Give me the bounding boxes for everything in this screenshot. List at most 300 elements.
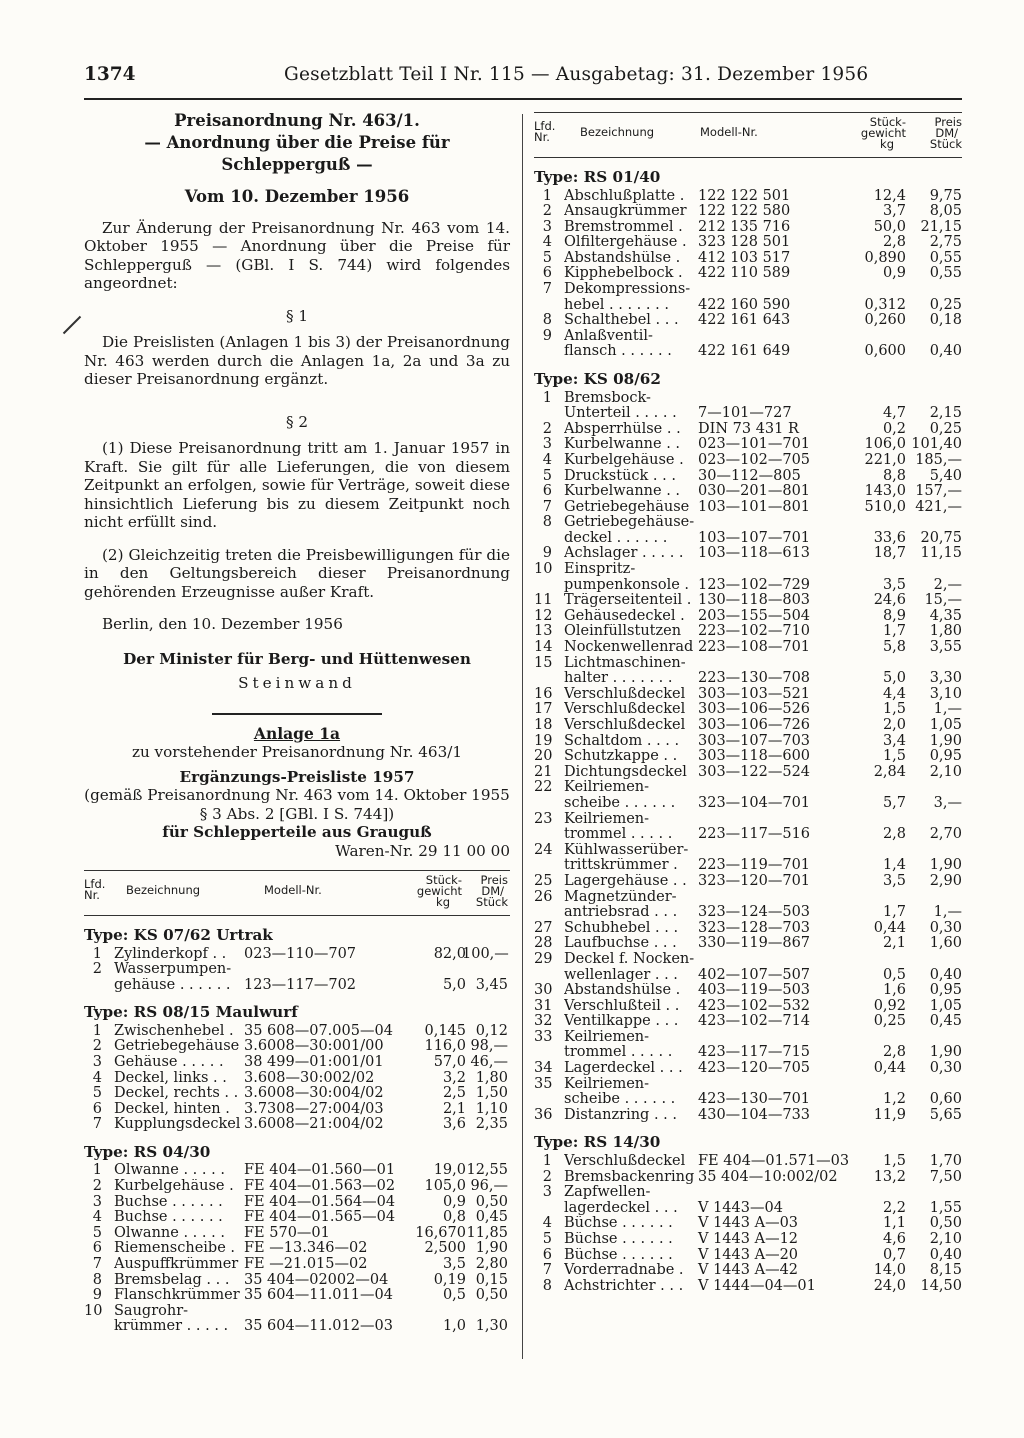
item-weight: 24,0 xyxy=(873,1277,906,1294)
table-row xyxy=(84,1241,510,1257)
table-row xyxy=(534,204,962,220)
item-number: 9 xyxy=(542,545,552,562)
item-description: Schubhebel . . . xyxy=(564,920,679,936)
table-row xyxy=(84,1319,510,1335)
item-model-number: 3.6008—30:001/00 xyxy=(244,1038,384,1055)
table-row xyxy=(534,858,962,874)
item-description: hebel . . . . . . . xyxy=(564,297,669,313)
col-preis-1: Preis xyxy=(934,115,962,129)
table-row xyxy=(534,298,962,314)
item-number: 32 xyxy=(534,1013,553,1030)
item-number: 7 xyxy=(542,281,552,298)
item-number: 4 xyxy=(92,1209,102,1226)
item-weight: 0,9 xyxy=(882,265,906,282)
table-row xyxy=(534,1216,962,1232)
item-model-number: V 1444—04—01 xyxy=(698,1277,816,1294)
item-price: 0,40 xyxy=(929,966,962,983)
table-row xyxy=(534,952,962,968)
type-heading: Type: KS 07/62 Urtrak xyxy=(84,926,273,944)
col-lfd: Lfd. xyxy=(534,119,556,133)
item-weight: 0,19 xyxy=(433,1271,466,1288)
item-description: Dekompressions- xyxy=(564,282,691,298)
item-weight: 1,5 xyxy=(882,748,906,765)
table-row xyxy=(534,921,962,937)
item-number: 25 xyxy=(534,872,553,889)
item-model-number: 423—102—714 xyxy=(698,1013,811,1030)
item-number: 2 xyxy=(542,203,552,220)
item-description: Distanzring . . . xyxy=(564,1107,677,1123)
item-description: Getriebegehäuse- xyxy=(564,515,695,531)
table-row xyxy=(534,1232,962,1248)
page-number: 1374 xyxy=(84,64,136,85)
item-description: Verschlußdeckel xyxy=(564,686,686,702)
item-number: 5 xyxy=(92,1224,102,1241)
item-description: Bremsbackenring xyxy=(564,1169,695,1185)
col-preis-2: DM/ xyxy=(481,884,504,898)
item-price: 0,45 xyxy=(929,1013,962,1030)
item-model-number: 422 161 643 xyxy=(698,312,791,329)
item-description: Büchse . . . . . . xyxy=(564,1231,673,1247)
item-number: 10 xyxy=(534,561,553,578)
item-model-number: 223—130—708 xyxy=(698,670,811,687)
table-row xyxy=(534,1279,962,1295)
col-modell: Modell-Nr. xyxy=(264,883,322,897)
item-description: lagerdeckel . . . xyxy=(564,1200,678,1216)
item-number: 1 xyxy=(542,1152,552,1169)
item-price: 101,40 xyxy=(911,436,962,453)
table-row xyxy=(534,531,962,547)
item-description: Schalthebel . . . xyxy=(564,313,679,329)
item-model-number: FE —13.346—02 xyxy=(244,1240,368,1257)
item-model-number: V 1443 A—03 xyxy=(698,1215,799,1232)
item-number: 18 xyxy=(534,717,553,733)
item-weight: 1,5 xyxy=(882,701,906,718)
item-model-number: 330—119—867 xyxy=(698,935,811,952)
item-price: 2,— xyxy=(933,576,962,593)
table-row xyxy=(84,1102,510,1118)
item-number: 10 xyxy=(84,1302,103,1319)
section-rule xyxy=(212,713,382,715)
table-row xyxy=(534,313,962,329)
item-price: 98,— xyxy=(470,1038,508,1055)
item-weight: 4,7 xyxy=(882,405,906,422)
item-price: 1,70 xyxy=(929,1152,962,1169)
item-price: 2,10 xyxy=(929,1230,962,1247)
col-modell: Modell-Nr. xyxy=(700,125,758,139)
item-number: 26 xyxy=(534,888,553,905)
item-description: Keilriemen- xyxy=(564,1029,650,1045)
item-model-number: V 1443 A—42 xyxy=(698,1262,799,1279)
table-row xyxy=(534,484,962,500)
item-price: 3,10 xyxy=(929,685,962,702)
table-row xyxy=(84,1273,510,1289)
item-price: 1,05 xyxy=(929,717,962,733)
col-gewicht-3: kg xyxy=(436,895,450,909)
col-gewicht-3: kg xyxy=(880,137,894,151)
item-description: Gehäuse . . . . . xyxy=(114,1054,224,1070)
item-model-number: 103—107—701 xyxy=(698,529,811,546)
item-description: Saugrohr- xyxy=(114,1303,189,1319)
waren-number: Waren-Nr. 29 11 00 00 xyxy=(335,841,510,860)
item-number: 36 xyxy=(534,1106,553,1123)
item-model-number: 422 161 649 xyxy=(698,343,791,360)
item-price: 11,85 xyxy=(466,1224,508,1241)
table-row xyxy=(534,515,962,531)
item-weight: 510,0 xyxy=(864,498,906,515)
item-model-number: 023—101—701 xyxy=(698,436,811,453)
item-model-number: 223—102—710 xyxy=(698,623,811,640)
item-price: 2,80 xyxy=(475,1256,508,1272)
table-row xyxy=(534,220,962,236)
table-header-rule xyxy=(84,915,510,916)
item-weight: 0,25 xyxy=(873,1013,906,1030)
item-price: 0,25 xyxy=(929,420,962,437)
item-model-number: 103—118—613 xyxy=(698,545,811,562)
item-weight: 1,4 xyxy=(882,857,906,874)
item-weight: 5,0 xyxy=(442,976,466,993)
item-weight: 0,890 xyxy=(864,249,906,266)
table-row xyxy=(534,1170,962,1186)
item-weight: 5,7 xyxy=(882,794,906,811)
item-model-number: V 1443 A—12 xyxy=(698,1230,799,1247)
item-description: Ventilkappe . . . xyxy=(564,1014,679,1030)
table-row xyxy=(534,1077,962,1093)
table-row xyxy=(534,562,962,578)
item-number: 6 xyxy=(92,1240,102,1257)
item-model-number: 323—128—703 xyxy=(698,919,811,936)
item-description: Lichtmaschinen- xyxy=(564,655,686,671)
item-description: Achstrichter . . . xyxy=(564,1278,684,1294)
table-row xyxy=(534,936,962,952)
item-weight: 0,145 xyxy=(424,1022,466,1039)
col-bezeichnung: Bezeichnung xyxy=(580,125,655,139)
item-price: 0,50 xyxy=(475,1193,508,1210)
item-price: 2,70 xyxy=(929,826,962,843)
item-description: scheibe . . . . . . xyxy=(564,795,676,811)
item-number: 34 xyxy=(534,1060,553,1077)
anlage-subtitle: zu vorstehender Preisanordnung Nr. 463/1 xyxy=(131,743,463,761)
item-weight: 1,1 xyxy=(882,1215,906,1232)
item-number: 30 xyxy=(534,982,553,999)
item-description: Lagerdeckel . . . xyxy=(564,1061,683,1077)
item-description: deckel . . . . . . xyxy=(564,530,668,546)
item-weight: 12,4 xyxy=(873,187,906,204)
table-row xyxy=(534,1248,962,1264)
item-number: 31 xyxy=(534,997,553,1014)
item-price: 1,90 xyxy=(929,1044,962,1061)
item-description: Zwischenhebel . xyxy=(114,1023,234,1039)
table-row xyxy=(534,1061,962,1077)
item-price: 8,15 xyxy=(929,1262,962,1279)
item-model-number: 423—117—715 xyxy=(698,1044,811,1061)
item-description: Getriebegehäuse xyxy=(114,1039,240,1055)
item-weight: 2,1 xyxy=(442,1100,466,1117)
ordinance-title: Preisanordnung Nr. 463/1. xyxy=(174,111,420,130)
item-model-number: 203—155—504 xyxy=(698,607,811,624)
item-description: Flanschkrümmer xyxy=(114,1288,240,1304)
item-description: Buchse . . . . . . xyxy=(114,1194,223,1210)
item-description: Ansaugkrümmer xyxy=(564,204,687,220)
item-description: Deckel, rechts . . xyxy=(114,1086,239,1102)
item-description: Verschlußteil . . xyxy=(564,998,680,1014)
item-number: 3 xyxy=(542,218,552,235)
price-list-scope: für Schlepperteile aus Grauguß xyxy=(162,823,432,841)
table-row xyxy=(84,1039,510,1055)
item-weight: 82,0 xyxy=(433,945,466,962)
table-row xyxy=(534,546,962,562)
item-price: 4,35 xyxy=(929,607,962,624)
col-preis-1: Preis xyxy=(480,873,508,887)
item-weight: 3,4 xyxy=(882,732,906,749)
item-description: Ölwanne . . . . . xyxy=(114,1225,225,1241)
anlage-heading: Anlage 1a xyxy=(253,723,341,743)
table-top-rule xyxy=(84,870,510,871)
item-description: pumpenkonsole . xyxy=(564,577,690,593)
item-weight: 0,9 xyxy=(442,1193,466,1210)
item-description: Absperrhülse . . xyxy=(564,421,681,437)
item-model-number: 423—120—705 xyxy=(698,1060,811,1077)
item-number: 3 xyxy=(542,436,552,453)
item-description: Büchse . . . . . . xyxy=(564,1216,673,1232)
item-description: Öleinfüllstutzen xyxy=(564,624,682,640)
item-price: 3,55 xyxy=(929,639,962,656)
table-row xyxy=(534,391,962,407)
item-model-number: FE 404—01.563—02 xyxy=(244,1178,396,1195)
table-row xyxy=(534,1092,962,1108)
item-description: Verschlußdeckel xyxy=(564,702,686,718)
minister-name: Steinwand xyxy=(238,674,356,692)
item-weight: 4,4 xyxy=(882,685,906,702)
item-price: 1,50 xyxy=(475,1085,508,1102)
ordinance-subtitle: — Anordnung über die Preise für Schlepperguß — xyxy=(144,133,450,174)
item-price: 1,90 xyxy=(475,1240,508,1257)
item-price: 14,50 xyxy=(920,1277,962,1294)
item-weight: 0,2 xyxy=(882,420,906,437)
table-row xyxy=(84,1304,510,1320)
item-description: Druckstück . . . xyxy=(564,468,676,484)
item-price: 1,— xyxy=(933,904,962,921)
item-number: 16 xyxy=(534,685,553,702)
item-price: 0,12 xyxy=(475,1022,508,1039)
item-price: 1,90 xyxy=(929,857,962,874)
item-weight: 0,8 xyxy=(442,1209,466,1226)
item-model-number: 123—117—702 xyxy=(244,976,357,993)
item-weight: 1,2 xyxy=(882,1091,906,1108)
item-price: 0,25 xyxy=(929,296,962,313)
item-description: Kurbelwanne . . xyxy=(564,484,681,500)
item-price: 21,15 xyxy=(920,218,962,235)
minister-title: Der Minister für Berg- und Hüttenwesen xyxy=(123,649,471,668)
item-weight: 5,0 xyxy=(882,670,906,687)
item-model-number: 303—118—600 xyxy=(698,748,811,765)
col-nr: Nr. xyxy=(84,888,100,902)
item-price: 1,30 xyxy=(475,1318,508,1335)
table-column-headers xyxy=(84,875,510,911)
table-row xyxy=(534,251,962,267)
item-model-number: 423—102—532 xyxy=(698,997,811,1014)
item-model-number: 430—104—733 xyxy=(698,1106,811,1123)
item-price: 100,— xyxy=(462,945,509,962)
item-weight: 8,9 xyxy=(882,607,906,624)
table-column-headers xyxy=(534,117,962,153)
item-price: 0,95 xyxy=(929,748,962,765)
item-model-number: 303—122—524 xyxy=(698,763,811,780)
item-price: 0,40 xyxy=(929,343,962,360)
item-description: Deckel f. Nocken- xyxy=(564,951,695,967)
item-number: 17 xyxy=(534,701,553,718)
item-weight: 2,1 xyxy=(882,935,906,952)
item-price: 0,18 xyxy=(929,312,962,329)
item-price: 15,— xyxy=(924,592,962,609)
item-model-number: 3.608—30:002/02 xyxy=(244,1069,375,1086)
table-top-rule xyxy=(534,112,962,113)
table-row xyxy=(534,983,962,999)
item-description: Anlaßventil- xyxy=(564,328,653,344)
item-description: Kurbelgehäuse . xyxy=(114,1179,234,1195)
item-price: 11,15 xyxy=(920,545,962,562)
col-gewicht-2: gewicht xyxy=(416,884,462,898)
table-row xyxy=(534,671,962,687)
item-description: Deckel, hinten . xyxy=(114,1101,230,1117)
table-row xyxy=(84,978,510,994)
item-number: 6 xyxy=(542,1246,552,1263)
table-row xyxy=(84,1288,510,1304)
item-price: 1,80 xyxy=(929,623,962,640)
item-weight: 2,8 xyxy=(882,234,906,251)
item-model-number: 223—117—516 xyxy=(698,826,811,843)
item-model-number: 35 604—11.011—04 xyxy=(244,1287,393,1304)
item-weight: 3,2 xyxy=(442,1069,466,1086)
table-row xyxy=(534,734,962,750)
item-model-number: 422 160 590 xyxy=(698,296,791,313)
table-row xyxy=(534,1030,962,1046)
table-row xyxy=(534,968,962,984)
item-description: Büchse . . . . . . xyxy=(564,1247,673,1263)
table-row xyxy=(534,500,962,516)
item-description: Keilriemen- xyxy=(564,811,650,827)
type-heading: Type: KS 08/62 xyxy=(534,370,661,389)
table-row xyxy=(84,1210,510,1226)
item-weight: 8,8 xyxy=(882,467,906,484)
item-model-number: 303—103—521 xyxy=(698,685,811,702)
item-number: 29 xyxy=(534,950,553,967)
table-row xyxy=(534,235,962,251)
item-model-number: FE 404—01.571—03 xyxy=(698,1152,850,1169)
item-number: 7 xyxy=(542,1262,552,1279)
item-model-number: FE 404—01.564—04 xyxy=(244,1193,396,1210)
item-price: 46,— xyxy=(470,1053,508,1070)
col-preis-3: Stück xyxy=(929,137,962,151)
section-2-para-2: (2) Gleichzeitig treten die Preisbewilligungen für die in den Geltungsbereich dieser Preisanordnung gehörenden Erzeugnisse außer Kraft. xyxy=(84,545,510,601)
table-row xyxy=(534,422,962,438)
item-weight: 3,5 xyxy=(882,872,906,889)
item-number: 3 xyxy=(542,1184,552,1201)
right-price-tables xyxy=(534,168,962,1294)
item-weight: 33,6 xyxy=(873,529,906,546)
table-row xyxy=(534,765,962,781)
item-description: Auspuffkrümmer xyxy=(114,1257,239,1272)
item-weight: 0,600 xyxy=(864,343,906,360)
item-model-number: 403—119—503 xyxy=(698,982,811,999)
item-weight: 0,312 xyxy=(864,296,906,313)
item-weight: 5,8 xyxy=(882,639,906,656)
item-number: 21 xyxy=(534,763,553,780)
item-number: 5 xyxy=(542,1230,552,1247)
item-model-number: 3.6008—21:004/02 xyxy=(244,1116,384,1133)
item-number: 8 xyxy=(542,514,552,531)
item-weight: 0,44 xyxy=(873,919,906,936)
item-price: 1,55 xyxy=(929,1199,962,1216)
item-number: 24 xyxy=(534,841,553,858)
item-price: 0,50 xyxy=(475,1287,508,1304)
item-price: 0,45 xyxy=(475,1209,508,1226)
item-description: Bremsbelag . . . xyxy=(114,1272,230,1288)
item-description: Buchse . . . . . . xyxy=(114,1210,223,1226)
item-number: 4 xyxy=(542,234,552,251)
item-number: 5 xyxy=(92,1085,102,1102)
item-weight: 18,7 xyxy=(873,545,906,562)
table-row xyxy=(534,890,962,906)
table-row xyxy=(534,609,962,625)
table-row xyxy=(534,796,962,812)
item-weight: 0,92 xyxy=(873,997,906,1014)
item-description: Abstandshülse . xyxy=(564,250,681,266)
item-weight: 1,6 xyxy=(882,982,906,999)
item-description: Bremsbock- xyxy=(564,390,651,406)
item-description: Laufbuchse . . . xyxy=(564,936,677,952)
item-price: 20,75 xyxy=(920,529,962,546)
table-row xyxy=(534,189,962,205)
header-title: Gesetzblatt Teil I Nr. 115 — Ausgabetag: 31. Dezember 1956 xyxy=(284,64,869,85)
table-row xyxy=(84,1257,510,1273)
item-number: 12 xyxy=(534,607,553,624)
table-row xyxy=(84,1071,510,1087)
item-weight: 2,0 xyxy=(882,717,906,733)
table-row xyxy=(534,749,962,765)
item-description: antriebsrad . . . xyxy=(564,905,678,921)
item-model-number: 030—201—801 xyxy=(698,483,811,500)
item-model-number: 3.6008—30:004/02 xyxy=(244,1085,384,1102)
table-row xyxy=(534,624,962,640)
table-row xyxy=(84,1163,510,1179)
item-price: 0,30 xyxy=(929,1060,962,1077)
item-model-number: 103—101—801 xyxy=(698,498,811,515)
table-row xyxy=(534,1045,962,1061)
item-model-number: V 1443—04 xyxy=(698,1199,783,1216)
item-number: 8 xyxy=(542,1277,552,1294)
item-model-number: 323 128 501 xyxy=(698,234,791,251)
col-nr: Nr. xyxy=(534,130,550,144)
item-weight: 57,0 xyxy=(433,1053,466,1070)
section-1-text: Die Preislisten (Anlagen 1 bis 3) der Preisanordnung Nr. 463 werden durch die Anlagen 1a, 2a und 3a zu dieser Preisanordnung ergänzt. xyxy=(84,333,510,388)
item-price: 5,65 xyxy=(929,1106,962,1123)
item-number: 35 xyxy=(534,1075,553,1092)
item-weight: 11,9 xyxy=(873,1106,906,1123)
item-model-number: 35 608—07.005—04 xyxy=(244,1022,393,1039)
price-list-reference-2: § 3 Abs. 2 [GBl. I S. 744]) xyxy=(199,804,395,823)
item-weight: 4,6 xyxy=(882,1230,906,1247)
table-row xyxy=(84,1179,510,1195)
item-price: 3,— xyxy=(933,794,962,811)
table-row xyxy=(84,1226,510,1242)
price-list-title: Ergänzungs-Preisliste 1957 xyxy=(179,767,415,786)
item-model-number: 223—108—701 xyxy=(698,639,811,656)
place-date: Berlin, den 10. Dezember 1956 xyxy=(102,615,343,633)
table-row xyxy=(534,640,962,656)
item-description: Dichtungsdeckel xyxy=(564,764,687,780)
item-weight: 2,8 xyxy=(882,1044,906,1061)
item-number: 5 xyxy=(542,249,552,266)
